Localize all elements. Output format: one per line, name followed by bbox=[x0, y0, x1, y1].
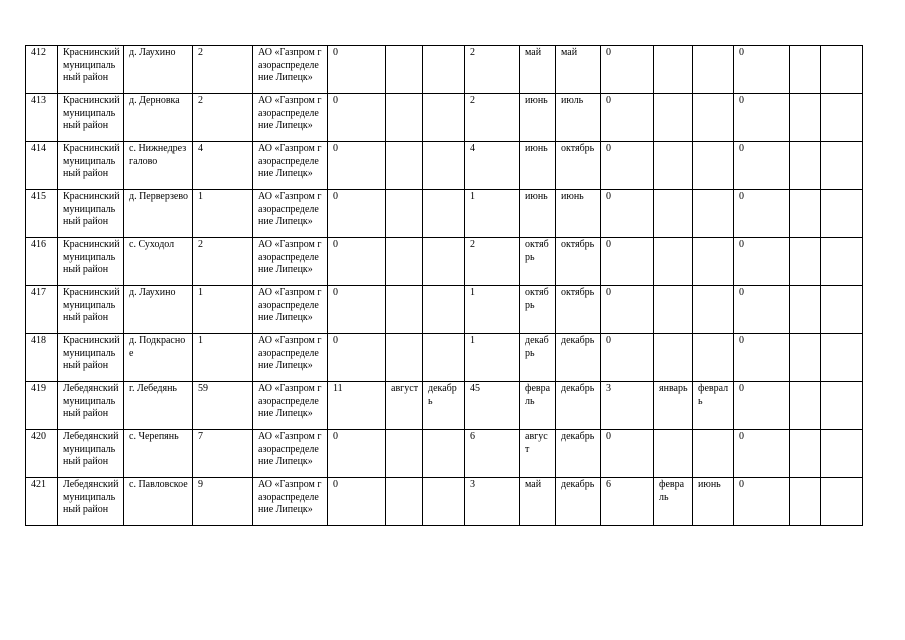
cell-c13: февраль bbox=[693, 382, 734, 430]
cell-c9: июнь bbox=[520, 142, 556, 190]
cell-c15 bbox=[790, 430, 821, 478]
cell-locality: д. Перверзево bbox=[124, 190, 193, 238]
cell-org: АО «Газпром газораспределение Липецк» bbox=[253, 238, 328, 286]
cell-c7 bbox=[423, 478, 465, 526]
cell-c7 bbox=[423, 94, 465, 142]
cell-c12 bbox=[654, 286, 693, 334]
cell-n: 421 bbox=[26, 478, 58, 526]
cell-c5: 0 bbox=[328, 142, 386, 190]
cell-c16 bbox=[821, 334, 863, 382]
cell-c8: 1 bbox=[465, 334, 520, 382]
cell-c14: 0 bbox=[734, 238, 790, 286]
cell-c13 bbox=[693, 334, 734, 382]
cell-c10: декабрь bbox=[556, 430, 601, 478]
cell-c7 bbox=[423, 334, 465, 382]
cell-c9: декабрь bbox=[520, 334, 556, 382]
cell-c13 bbox=[693, 430, 734, 478]
cell-c16 bbox=[821, 286, 863, 334]
cell-c8: 1 bbox=[465, 286, 520, 334]
cell-c9: август bbox=[520, 430, 556, 478]
cell-c7 bbox=[423, 286, 465, 334]
cell-c5: 0 bbox=[328, 478, 386, 526]
table-row bbox=[26, 430, 863, 478]
cell-c5: 0 bbox=[328, 430, 386, 478]
cell-c11: 6 bbox=[601, 478, 654, 526]
cell-c7 bbox=[423, 430, 465, 478]
table-row bbox=[26, 382, 863, 430]
cell-c10: декабрь bbox=[556, 334, 601, 382]
cell-c3: 1 bbox=[193, 334, 253, 382]
cell-c5: 0 bbox=[328, 190, 386, 238]
cell-c11: 0 bbox=[601, 286, 654, 334]
cell-c3: 2 bbox=[193, 94, 253, 142]
cell-c9: октябрь bbox=[520, 286, 556, 334]
cell-c14: 0 bbox=[734, 334, 790, 382]
cell-n: 413 bbox=[26, 94, 58, 142]
cell-c10: октябрь bbox=[556, 286, 601, 334]
table-row bbox=[26, 334, 863, 382]
cell-c15 bbox=[790, 286, 821, 334]
cell-c6 bbox=[386, 430, 423, 478]
cell-c10: июнь bbox=[556, 190, 601, 238]
cell-org: АО «Газпром газораспределение Липецк» bbox=[253, 382, 328, 430]
cell-n: 415 bbox=[26, 190, 58, 238]
cell-c13 bbox=[693, 190, 734, 238]
cell-c13 bbox=[693, 46, 734, 94]
cell-c10: декабрь bbox=[556, 382, 601, 430]
cell-c11: 0 bbox=[601, 238, 654, 286]
cell-n: 414 bbox=[26, 142, 58, 190]
cell-c11: 0 bbox=[601, 46, 654, 94]
cell-locality: г. Лебедянь bbox=[124, 382, 193, 430]
cell-c13 bbox=[693, 94, 734, 142]
cell-c16 bbox=[821, 382, 863, 430]
cell-c15 bbox=[790, 46, 821, 94]
cell-c16 bbox=[821, 46, 863, 94]
cell-n: 420 bbox=[26, 430, 58, 478]
cell-org: АО «Газпром газораспределение Липецк» bbox=[253, 190, 328, 238]
cell-c6 bbox=[386, 238, 423, 286]
cell-c11: 0 bbox=[601, 190, 654, 238]
cell-district: Краснинский муниципальный район bbox=[58, 238, 124, 286]
cell-district: Краснинский муниципальный район bbox=[58, 334, 124, 382]
cell-c14: 0 bbox=[734, 478, 790, 526]
cell-district: Лебедянский муниципальный район bbox=[58, 382, 124, 430]
cell-c6 bbox=[386, 334, 423, 382]
cell-locality: д. Подкрасное bbox=[124, 334, 193, 382]
table-row bbox=[26, 142, 863, 190]
cell-n: 416 bbox=[26, 238, 58, 286]
cell-c3: 9 bbox=[193, 478, 253, 526]
cell-c9: май bbox=[520, 46, 556, 94]
cell-district: Краснинский муниципальный район bbox=[58, 94, 124, 142]
cell-c5: 0 bbox=[328, 238, 386, 286]
cell-org: АО «Газпром газораспределение Липецк» bbox=[253, 142, 328, 190]
cell-c15 bbox=[790, 190, 821, 238]
cell-c10: октябрь bbox=[556, 238, 601, 286]
cell-district: Лебедянский муниципальный район bbox=[58, 430, 124, 478]
cell-c10: июль bbox=[556, 94, 601, 142]
cell-c8: 6 bbox=[465, 430, 520, 478]
cell-c10: октябрь bbox=[556, 142, 601, 190]
cell-c9: июнь bbox=[520, 190, 556, 238]
cell-org: АО «Газпром газораспределение Липецк» bbox=[253, 478, 328, 526]
cell-c9: май bbox=[520, 478, 556, 526]
cell-org: АО «Газпром газораспределение Липецк» bbox=[253, 46, 328, 94]
cell-c12: февраль bbox=[654, 478, 693, 526]
cell-c8: 3 bbox=[465, 478, 520, 526]
cell-c3: 1 bbox=[193, 286, 253, 334]
cell-c14: 0 bbox=[734, 46, 790, 94]
cell-c12 bbox=[654, 238, 693, 286]
cell-district: Краснинский муниципальный район bbox=[58, 190, 124, 238]
cell-c12 bbox=[654, 46, 693, 94]
cell-c8: 45 bbox=[465, 382, 520, 430]
cell-org: АО «Газпром газораспределение Липецк» bbox=[253, 94, 328, 142]
cell-locality: д. Лаухино bbox=[124, 286, 193, 334]
cell-c15 bbox=[790, 382, 821, 430]
cell-c3: 59 bbox=[193, 382, 253, 430]
cell-c14: 0 bbox=[734, 430, 790, 478]
cell-org: АО «Газпром газораспределение Липецк» bbox=[253, 286, 328, 334]
cell-n: 417 bbox=[26, 286, 58, 334]
cell-district: Краснинский муниципальный район bbox=[58, 46, 124, 94]
cell-c12 bbox=[654, 430, 693, 478]
cell-c6 bbox=[386, 190, 423, 238]
cell-c16 bbox=[821, 94, 863, 142]
cell-c16 bbox=[821, 190, 863, 238]
cell-c7 bbox=[423, 238, 465, 286]
cell-c7 bbox=[423, 190, 465, 238]
cell-c13: июнь bbox=[693, 478, 734, 526]
table-row bbox=[26, 46, 863, 94]
cell-c14: 0 bbox=[734, 382, 790, 430]
cell-c14: 0 bbox=[734, 190, 790, 238]
cell-c8: 2 bbox=[465, 46, 520, 94]
cell-c5: 0 bbox=[328, 286, 386, 334]
cell-c11: 0 bbox=[601, 142, 654, 190]
cell-c16 bbox=[821, 142, 863, 190]
cell-c3: 4 bbox=[193, 142, 253, 190]
cell-c5: 0 bbox=[328, 46, 386, 94]
cell-c11: 0 bbox=[601, 334, 654, 382]
cell-c3: 2 bbox=[193, 46, 253, 94]
cell-c5: 0 bbox=[328, 334, 386, 382]
cell-c7 bbox=[423, 46, 465, 94]
cell-org: АО «Газпром газораспределение Липецк» bbox=[253, 334, 328, 382]
cell-c5: 11 bbox=[328, 382, 386, 430]
cell-c15 bbox=[790, 238, 821, 286]
cell-c15 bbox=[790, 334, 821, 382]
cell-c13 bbox=[693, 286, 734, 334]
cell-c16 bbox=[821, 478, 863, 526]
cell-n: 412 bbox=[26, 46, 58, 94]
cell-c9: июнь bbox=[520, 94, 556, 142]
cell-c11: 3 bbox=[601, 382, 654, 430]
cell-c6 bbox=[386, 46, 423, 94]
table-row bbox=[26, 238, 863, 286]
cell-c11: 0 bbox=[601, 94, 654, 142]
cell-c16 bbox=[821, 238, 863, 286]
cell-n: 418 bbox=[26, 334, 58, 382]
cell-c8: 2 bbox=[465, 94, 520, 142]
cell-locality: д. Лаухино bbox=[124, 46, 193, 94]
cell-c12 bbox=[654, 190, 693, 238]
cell-c12 bbox=[654, 94, 693, 142]
table-row bbox=[26, 94, 863, 142]
cell-c13 bbox=[693, 238, 734, 286]
data-table bbox=[25, 45, 863, 526]
cell-c13 bbox=[693, 142, 734, 190]
cell-c5: 0 bbox=[328, 94, 386, 142]
cell-c14: 0 bbox=[734, 142, 790, 190]
cell-c3: 2 bbox=[193, 238, 253, 286]
table-row bbox=[26, 478, 863, 526]
cell-c6 bbox=[386, 142, 423, 190]
cell-locality: с. Черепянь bbox=[124, 430, 193, 478]
cell-locality: с. Павловское bbox=[124, 478, 193, 526]
cell-c16 bbox=[821, 430, 863, 478]
cell-c9: октябрь bbox=[520, 238, 556, 286]
cell-c6: август bbox=[386, 382, 423, 430]
table-row bbox=[26, 286, 863, 334]
cell-c12: январь bbox=[654, 382, 693, 430]
cell-c6 bbox=[386, 478, 423, 526]
cell-c15 bbox=[790, 478, 821, 526]
cell-c3: 7 bbox=[193, 430, 253, 478]
table-row bbox=[26, 190, 863, 238]
cell-c6 bbox=[386, 94, 423, 142]
cell-c14: 0 bbox=[734, 286, 790, 334]
cell-c15 bbox=[790, 94, 821, 142]
cell-c12 bbox=[654, 334, 693, 382]
cell-c10: декабрь bbox=[556, 478, 601, 526]
cell-n: 419 bbox=[26, 382, 58, 430]
cell-c14: 0 bbox=[734, 94, 790, 142]
cell-org: АО «Газпром газораспределение Липецк» bbox=[253, 430, 328, 478]
cell-locality: с. Нижнедрезгалово bbox=[124, 142, 193, 190]
cell-c8: 1 bbox=[465, 190, 520, 238]
cell-c12 bbox=[654, 142, 693, 190]
cell-c7: декабрь bbox=[423, 382, 465, 430]
cell-locality: с. Суходол bbox=[124, 238, 193, 286]
cell-c8: 2 bbox=[465, 238, 520, 286]
cell-c10: май bbox=[556, 46, 601, 94]
cell-c7 bbox=[423, 142, 465, 190]
cell-c11: 0 bbox=[601, 430, 654, 478]
cell-c6 bbox=[386, 286, 423, 334]
cell-district: Краснинский муниципальный район bbox=[58, 286, 124, 334]
cell-locality: д. Дерновка bbox=[124, 94, 193, 142]
cell-district: Краснинский муниципальный район bbox=[58, 142, 124, 190]
cell-district: Лебедянский муниципальный район bbox=[58, 478, 124, 526]
cell-c8: 4 bbox=[465, 142, 520, 190]
cell-c9: февраль bbox=[520, 382, 556, 430]
cell-c3: 1 bbox=[193, 190, 253, 238]
cell-c15 bbox=[790, 142, 821, 190]
